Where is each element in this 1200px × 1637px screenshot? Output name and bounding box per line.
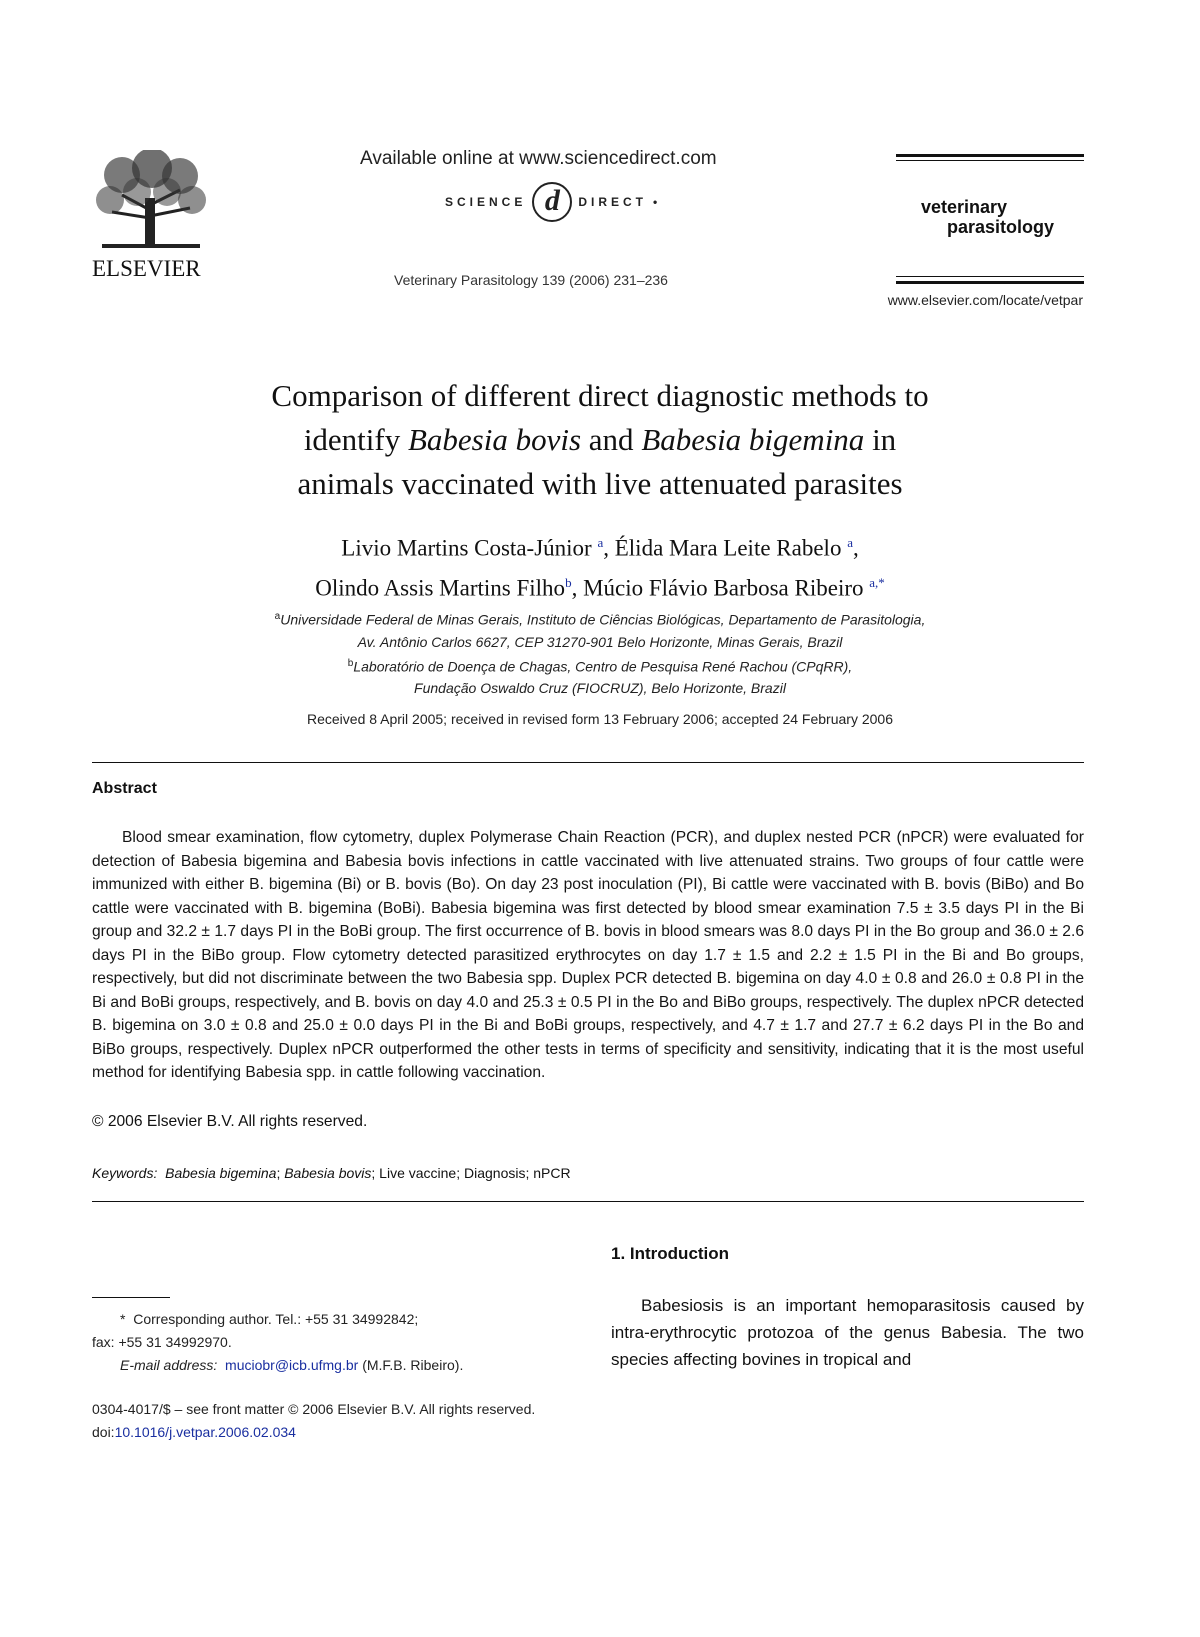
keyword: Babesia bigemina: [165, 1165, 277, 1181]
available-online-text: Available online at www.sciencedirect.com: [360, 148, 717, 169]
sciencedirect-logo: [445, 182, 657, 222]
introduction-text: Babesiosis is an important hemoparasitosis caused by intra-erythrocytic protozoa of the genus Babesia. The two species affecting bovines in tropical and: [611, 1296, 1084, 1369]
corresponding-footnote: * Corresponding author. Tel.: +55 31 34992842; fax: +55 31 34992970. E-mail address: muciobr@icb.ufmg.br (M.F.B. Ribeiro).: [92, 1308, 572, 1377]
copyright-line: © 2006 Elsevier B.V. All rights reserved.: [92, 1113, 368, 1130]
header-rule: [896, 281, 1084, 284]
abstract-heading: Abstract: [92, 780, 157, 797]
sciencedirect-left: SCIENCE: [445, 195, 527, 209]
publisher-wordmark: ELSEVIER: [92, 256, 201, 281]
abstract-text: Blood smear examination, flow cytometry, duplex Polymerase Chain Reaction (PCR), and duplex nested PCR (nPCR) were evaluated for detection of Babesia bigemina and Babesia bovis infections in cattle vaccinated with live attenuated strains. Two groups of four cattle were immunized with either B. bigemina (Bi) or B. bovis (Bo). On day 23 post inoculation (PI), Bi cattle were vaccinated with B. bovis (BiBo) and Bo cattle were vaccinated with B. bigemina (BoBi). Babesia bigemina was first detected by blood smear examination 7.5 ± 3.5 days PI in the Bi group and 32.2 ± 1.7 days PI in the BoBi group. The first occurrence of B. bovis in blood smears was 8.0 days PI in the Bo group and 36.0 ± 2.6 days PI in the BiBo group. Flow cytometry detected parasitized erythrocytes on day 1.7 ± 1.5 and 2.2 ± 1.5 PI in the Bi and Bo groups, respectively, but did not discriminate between the two Babesia spp. Duplex PCR detected B. bigemina on day 4.0 ± 0.8 and 26.0 ± 0.8 PI in the Bi and BoBi groups, respectively, and B. bovis on day 4.0 and 25.3 ± 0.5 PI in the Bo and BiBo groups, respectively. The duplex nPCR detected B. bigemina on 3.0 ± 0.8 and 25.0 ± 0.0 days PI in the Bi and BoBi groups, respectively, and 4.7 ± 1.7 and 27.7 ± 6.2 days PI in the Bo and BiBo groups, respectively. Duplex nPCR outperformed the other tests in terms of specificity and sensitivity, indicating that it is the most useful method for identifying Babesia spp. in cattle following vaccination.: [92, 829, 1084, 1081]
email-label: E-mail address:: [120, 1357, 218, 1373]
section-divider: [92, 1201, 1084, 1202]
introduction-heading: 1. Introduction: [611, 1244, 730, 1263]
abstract-body: [92, 826, 1084, 1085]
author-name[interactable]: Livio Martins Costa-Júnior: [341, 535, 592, 561]
doi-link[interactable]: 10.1016/j.vetpar.2006.02.034: [114, 1424, 296, 1440]
sciencedirect-bullet: •: [653, 195, 658, 209]
footnote-rule: [92, 1297, 170, 1298]
header-rule: [896, 160, 1084, 161]
author-list: Livio Martins Costa-Júnior $^a$, Élida Mara Leite Rabelo $^a$, Olindo Assis Martins Filho$^b$, Múcio Flávio Barbosa Ribeiro $^{a,*}$: [315, 535, 885, 601]
sciencedirect-right: DIRECT: [578, 195, 648, 209]
section-divider: [92, 762, 1084, 763]
corresponding-author-text: Corresponding author. Tel.: +55 31 34992842;: [133, 1311, 419, 1327]
fax-text: fax: +55 31 34992970.: [92, 1334, 232, 1350]
journal-url-link[interactable]: www.elsevier.com/locate/vetpar: [887, 292, 1083, 308]
affiliation-b-line1: Laboratório de Doença de Chagas, Centro de Pesquisa René Rachou (CPqRR),: [353, 658, 853, 675]
article-title: [150, 374, 1050, 506]
email-link[interactable]: muciobr@icb.ufmg.br: [225, 1357, 359, 1373]
journal-citation: Veterinary Parasitology 139 (2006) 231–236: [394, 272, 668, 288]
elsevier-tree-logo: [92, 150, 210, 250]
issn-line: 0304-4017/$ – see front matter © 2006 Elsevier B.V. All rights reserved.: [92, 1401, 536, 1417]
keyword: Live vaccine: [379, 1165, 457, 1181]
introduction-body: [611, 1292, 1084, 1373]
affiliation-marker[interactable]: b: [565, 574, 572, 590]
author-name[interactable]: Élida Mara Leite Rabelo: [614, 535, 842, 561]
title-line-3: animals vaccinated with live attenuated parasites: [297, 466, 903, 501]
affiliations: $^a$Universidade Federal de Minas Gerais, Instituto de Ciências Biológicas, Departamento de Parasitologia, Av. Antônio Carlos 6627, CEP 31270-901 Belo Horizonte, Minas Gerais, Brazil $^b$Laboratório de Doença de Chagas, Centro de Pesquisa René Rachou (CPqRR), Fundação Oswaldo Cruz (FIOCRUZ), Belo Horizonte, Brazil: [150, 606, 1050, 699]
keyword: Babesia bovis: [284, 1165, 372, 1181]
affiliation-marker[interactable]: a: [597, 535, 604, 550]
title-line-2: identify Babesia bovis and Babesia bigemina in: [303, 422, 897, 457]
header-rule: [896, 276, 1084, 277]
journal-name-line2: parasitology: [947, 217, 1055, 237]
affiliation-a-line2: Av. Antônio Carlos 6627, CEP 31270-901 Belo Horizonte, Minas Gerais, Brazil: [357, 633, 843, 650]
received-dates: Received 8 April 2005; received in revised form 13 February 2006; accepted 24 February 2006: [306, 711, 893, 727]
keyword: nPCR: [533, 1165, 571, 1181]
title-line-1: Comparison of different direct diagnostic methods to: [271, 378, 929, 413]
keywords-label: Keywords:: [92, 1165, 158, 1181]
author-name[interactable]: Múcio Flávio Barbosa Ribeiro: [583, 575, 864, 601]
front-matter: 0304-4017/$ – see front matter © 2006 Elsevier B.V. All rights reserved. doi:10.1016/j.vetpar.2006.02.034: [92, 1398, 535, 1444]
affiliation-b-line2: Fundação Oswaldo Cruz (FIOCRUZ), Belo Horizonte, Brazil: [414, 680, 786, 697]
sciencedirect-mark: d: [532, 182, 572, 222]
corresponding-marker[interactable]: a,*: [869, 574, 885, 590]
author-name[interactable]: Olindo Assis Martins Filho: [315, 575, 566, 601]
header-rule: [896, 154, 1084, 157]
affiliation-marker[interactable]: a: [847, 535, 853, 550]
affiliation-a-line1: Universidade Federal de Minas Gerais, Instituto de Ciências Biológicas, Departamento de Parasitologia,: [280, 611, 926, 628]
keywords: Keywords: Babesia bigemina; Babesia bovis; Live vaccine; Diagnosis; nPCR: [92, 1165, 571, 1181]
journal-name-line1: veterinary: [921, 197, 1008, 217]
keyword: Diagnosis: [464, 1165, 526, 1181]
